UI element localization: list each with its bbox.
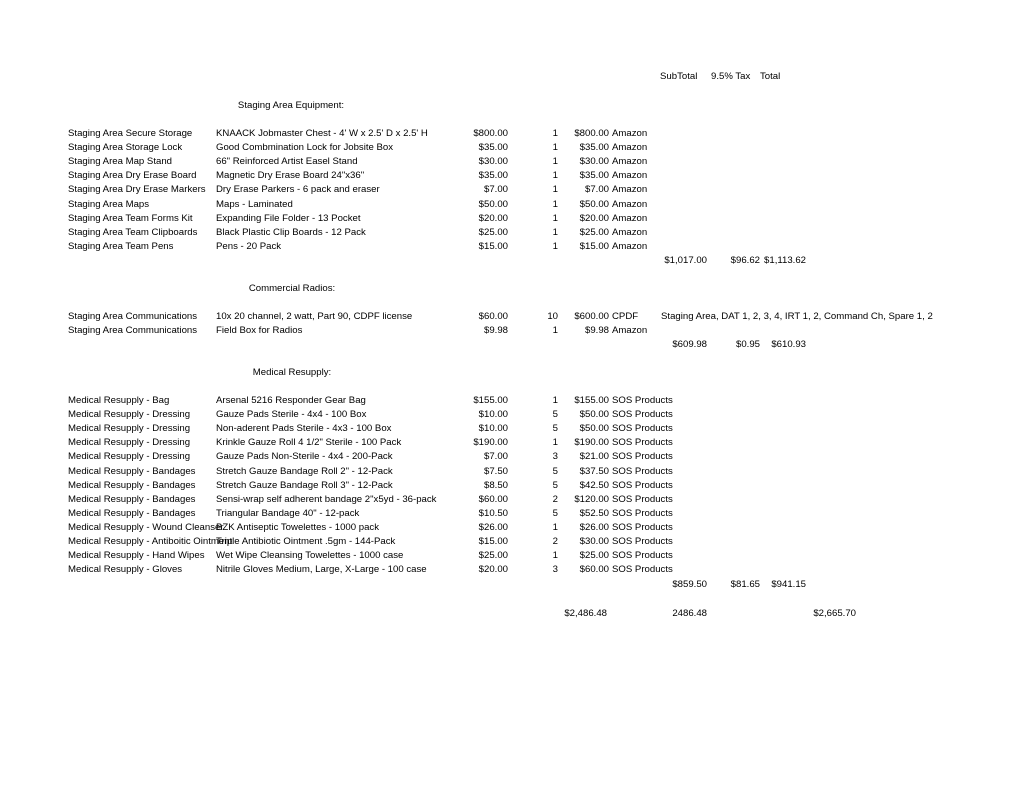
item-qty: 1 [552,128,558,139]
item-vendor: SOS Products [612,409,673,420]
item-category: Medical Resupply - Dressing [68,437,191,448]
item-qty: 5 [552,466,558,477]
item-amount: $50.00 [579,423,609,434]
item-amount: $50.00 [579,409,609,420]
item-category: Medical Resupply - Bandages [68,466,196,477]
section-total: $610.93 [771,339,806,350]
item-category: Staging Area Secure Storage [68,128,193,139]
item-price: $50.00 [478,199,508,210]
item-qty: 5 [552,409,558,420]
item-category: Staging Area Communications [68,311,198,322]
item-vendor: SOS Products [612,437,673,448]
item-price: $25.00 [478,227,508,238]
item-qty: 2 [552,494,558,505]
item-qty: 1 [552,156,558,167]
item-description: KNAACK Jobmaster Chest - 4' W x 2.5' D x 2.5' H [216,128,428,139]
item-amount: $9.98 [584,325,609,336]
item-price: $9.98 [483,325,508,336]
item-category: Medical Resupply - Hand Wipes [68,550,205,561]
item-price: $26.00 [478,522,508,533]
item-description: Non-aderent Pads Sterile - 4x3 - 100 Box [216,423,392,434]
section-subtotal: $859.50 [672,579,707,590]
item-vendor: SOS Products [612,494,673,505]
item-qty: 1 [552,395,558,406]
item-description: Field Box for Radios [216,325,303,336]
item-qty: 5 [552,508,558,519]
item-qty: 1 [552,241,558,252]
item-vendor: Amazon [612,128,648,139]
item-price: $15.00 [478,536,508,547]
item-amount: $30.00 [579,156,609,167]
section-title: Staging Area Equipment: [237,100,345,111]
item-qty: 1 [552,199,558,210]
item-category: Medical Resupply - Dressing [68,451,191,462]
item-category: Medical Resupply - Bandages [68,480,196,491]
header-tax: 9.5% Tax [711,71,751,82]
item-category: Staging Area Storage Lock [68,142,183,153]
item-description: 66" Reinforced Artist Easel Stand [216,156,358,167]
item-description: Wet Wipe Cleansing Towelettes - 1000 case [216,550,404,561]
item-description: Triangular Bandage 40" - 12-pack [216,508,360,519]
item-description: Arsenal 5216 Responder Gear Bag [216,395,366,406]
item-category: Staging Area Team Clipboards [68,227,198,238]
grand-total: $2,665.70 [813,608,856,619]
section-tax: $81.65 [730,579,760,590]
item-qty: 1 [552,184,558,195]
item-description: Krinkle Gauze Roll 4 1/2" Sterile - 100 Pack [216,437,402,448]
item-amount: $155.00 [574,395,609,406]
item-price: $10.50 [478,508,508,519]
item-price: $190.00 [473,437,508,448]
item-note: Staging Area, DAT 1, 2, 3, 4, IRT 1, 2, Command Ch, Spare 1, 2 [661,311,933,322]
item-price: $35.00 [478,142,508,153]
item-description: Pens - 20 Pack [216,241,282,252]
item-category: Staging Area Team Forms Kit [68,213,193,224]
item-amount: $25.00 [579,550,609,561]
item-price: $30.00 [478,156,508,167]
item-amount: $35.00 [579,170,609,181]
item-vendor: Amazon [612,213,648,224]
grand-amount: $2,486.48 [564,608,607,619]
item-vendor: SOS Products [612,522,673,533]
item-amount: $26.00 [579,522,609,533]
item-price: $7.50 [483,466,508,477]
item-vendor: SOS Products [612,564,673,575]
item-vendor: SOS Products [612,395,673,406]
item-price: $8.50 [483,480,508,491]
item-amount: $25.00 [579,227,609,238]
item-category: Medical Resupply - Dressing [68,423,191,434]
item-vendor: CPDF [612,311,639,322]
section-tax: $96.62 [730,255,760,266]
item-qty: 1 [552,170,558,181]
item-amount: $7.00 [584,184,609,195]
item-category: Medical Resupply - Bandages [68,508,196,519]
item-category: Medical Resupply - Gloves [68,564,183,575]
item-qty: 1 [552,437,558,448]
item-vendor: Amazon [612,142,648,153]
item-vendor: SOS Products [612,536,673,547]
item-amount: $800.00 [574,128,609,139]
item-description: Sensi-wrap self adherent bandage 2"x5yd - 36-pack [216,494,437,505]
item-vendor: Amazon [612,170,648,181]
item-price: $155.00 [473,395,508,406]
section-total: $1,113.62 [764,255,806,266]
item-amount: $60.00 [579,564,609,575]
item-price: $7.00 [483,184,508,195]
item-description: Magnetic Dry Erase Board 24"x36" [216,170,365,181]
item-description: Expanding File Folder - 13 Pocket [216,213,361,224]
item-amount: $600.00 [574,311,609,322]
item-description: 10x 20 channel, 2 watt, Part 90, CDPF license [216,311,413,322]
item-vendor: SOS Products [612,508,673,519]
item-amount: $37.50 [579,466,609,477]
section-subtotal: $1,017.00 [664,255,707,266]
item-vendor: Amazon [612,241,648,252]
item-category: Staging Area Team Pens [68,241,174,252]
item-category: Staging Area Map Stand [68,156,173,167]
item-price: $20.00 [478,213,508,224]
item-description: Good Combmination Lock for Jobsite Box [216,142,394,153]
item-description: Gauze Pads Sterile - 4x4 - 100 Box [216,409,367,420]
section-subtotal: $609.98 [672,339,707,350]
item-amount: $30.00 [579,536,609,547]
item-price: $7.00 [483,451,508,462]
item-price: $20.00 [478,564,508,575]
item-description: Maps - Laminated [216,199,293,210]
item-amount: $35.00 [579,142,609,153]
item-qty: 1 [552,142,558,153]
item-price: $800.00 [473,128,508,139]
item-qty: 5 [552,423,558,434]
item-category: Staging Area Dry Erase Markers [68,184,206,195]
section-title: Commercial Radios: [248,283,336,294]
item-vendor: SOS Products [612,466,673,477]
item-qty: 10 [547,311,558,322]
item-amount: $15.00 [579,241,609,252]
item-description: Dry Erase Parkers - 6 pack and eraser [216,184,380,195]
section-total: $941.15 [771,579,806,590]
item-category: Staging Area Maps [68,199,150,210]
item-price: $15.00 [478,241,508,252]
item-category: Staging Area Dry Erase Board [68,170,197,181]
item-vendor: Amazon [612,227,648,238]
item-vendor: Amazon [612,184,648,195]
item-price: $60.00 [478,311,508,322]
item-vendor: SOS Products [612,451,673,462]
item-description: Nitrile Gloves Medium, Large, X-Large - 100 case [216,564,427,575]
item-category: Medical Resupply - Bag [68,395,170,406]
item-description: Stretch Gauze Bandage Roll 2" - 12-Pack [216,466,393,477]
item-category: Medical Resupply - Bandages [68,494,196,505]
item-category: Medical Resupply - Antiboitic Ointment [68,536,233,547]
item-description: Triple Antibiotic Ointment .5gm - 144-Pack [216,536,396,547]
grand-subtotal: 2486.48 [672,608,707,619]
header-subtotal: SubTotal [660,71,698,82]
item-amount: $42.50 [579,480,609,491]
item-price: $35.00 [478,170,508,181]
section-title: Medical Resupply: [252,367,332,378]
item-qty: 3 [552,564,558,575]
item-category: Medical Resupply - Wound Cleanser [68,522,224,533]
item-price: $25.00 [478,550,508,561]
item-description: Gauze Pads Non-Sterile - 4x4 - 200-Pack [216,451,393,462]
section-tax: $0.95 [735,339,760,350]
item-description: BZK Antiseptic Towelettes - 1000 pack [216,522,380,533]
item-amount: $190.00 [574,437,609,448]
item-qty: 1 [552,325,558,336]
item-price: $60.00 [478,494,508,505]
item-amount: $50.00 [579,199,609,210]
item-amount: $21.00 [579,451,609,462]
item-category: Medical Resupply - Dressing [68,409,191,420]
header-total: Total [760,71,781,82]
item-qty: 1 [552,227,558,238]
item-qty: 1 [552,522,558,533]
item-qty: 3 [552,451,558,462]
item-vendor: Amazon [612,156,648,167]
item-amount: $20.00 [579,213,609,224]
item-qty: 5 [552,480,558,491]
item-description: Stretch Gauze Bandage Roll 3" - 12-Pack [216,480,393,491]
item-vendor: Amazon [612,325,648,336]
item-vendor: SOS Products [612,480,673,491]
item-vendor: SOS Products [612,550,673,561]
item-description: Black Plastic Clip Boards - 12 Pack [216,227,366,238]
item-vendor: SOS Products [612,423,673,434]
item-vendor: Amazon [612,199,648,210]
item-qty: 1 [552,550,558,561]
item-category: Staging Area Communications [68,325,198,336]
item-amount: $120.00 [574,494,609,505]
item-qty: 2 [552,536,558,547]
item-price: $10.00 [478,409,508,420]
item-qty: 1 [552,213,558,224]
item-amount: $52.50 [579,508,609,519]
item-price: $10.00 [478,423,508,434]
